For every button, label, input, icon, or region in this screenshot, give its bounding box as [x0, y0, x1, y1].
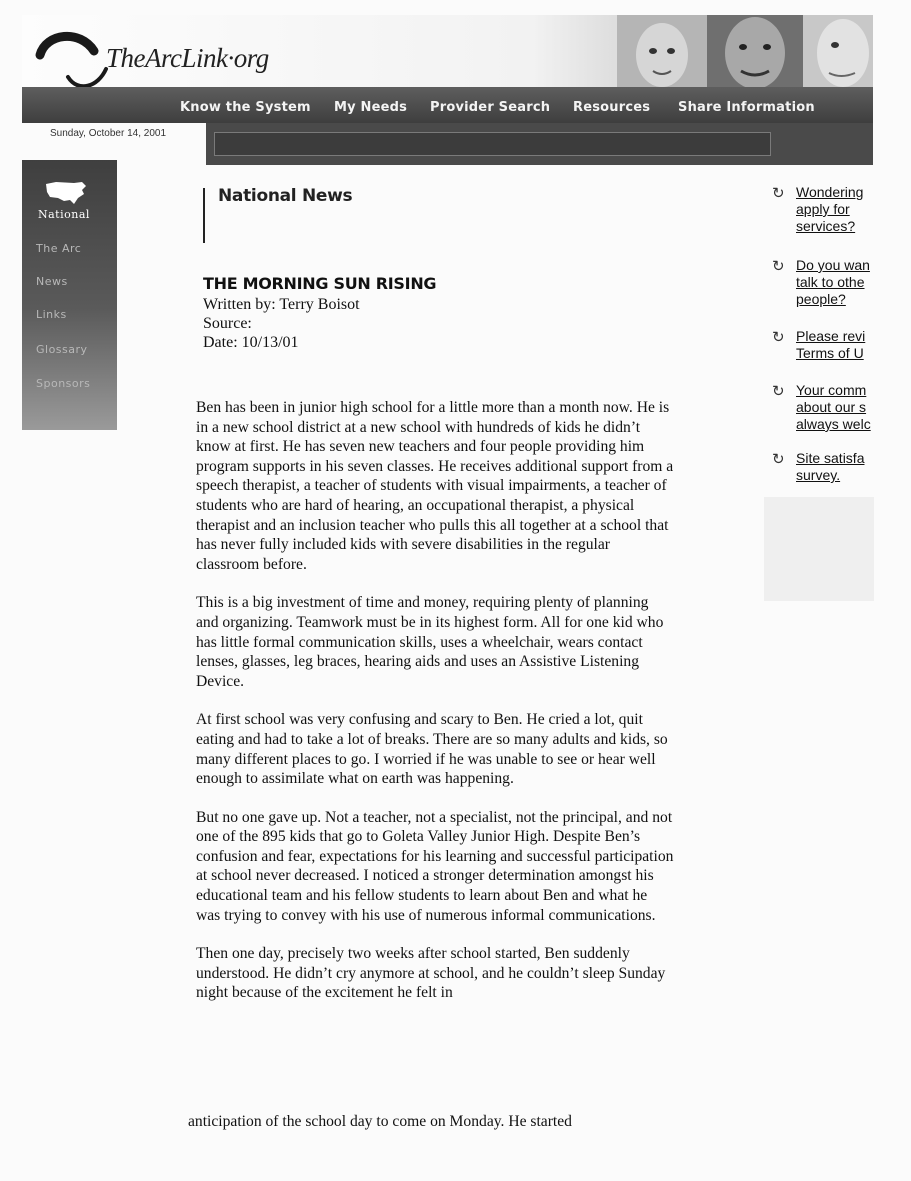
- sidebar-item-links[interactable]: Links: [36, 308, 67, 321]
- sidebar-item-national[interactable]: National: [38, 208, 90, 221]
- right-link-text[interactable]: Your comm about our s always welc: [796, 382, 871, 432]
- refresh-arrow-icon: ↻: [772, 257, 785, 275]
- sidebar-item-glossary[interactable]: Glossary: [36, 343, 88, 356]
- nav-resources[interactable]: Resources: [573, 100, 651, 115]
- nav-provider-search[interactable]: Provider Search: [430, 100, 551, 115]
- right-ad-placeholder: [764, 497, 874, 601]
- nav-know-the-system[interactable]: Know the System: [180, 100, 311, 115]
- section-divider: [203, 188, 205, 243]
- article-title: THE MORNING SUN RISING: [203, 274, 437, 293]
- article-cutoff-line: anticipation of the school day to come on Monday. He started: [188, 1113, 572, 1130]
- refresh-arrow-icon: ↻: [772, 382, 785, 400]
- header-subbar: [206, 123, 873, 165]
- right-link-text[interactable]: Site satisfa survey.: [796, 450, 865, 483]
- refresh-arrow-icon: ↻: [772, 450, 785, 468]
- subbar-panel: [214, 132, 771, 156]
- nav-my-needs[interactable]: My Needs: [334, 100, 408, 115]
- sidebar-nav: [22, 160, 117, 430]
- article-paragraph: This is a big investment of time and money, requiring plenty of planning and organizing. Teamwork must be in its highest form. All for one kid who has little formal communication skills, uses a wheelchair, wears contact lenses, glasses, leg braces, hearing aids and uses an Assistive Listening Device.: [196, 594, 664, 690]
- refresh-arrow-icon: ↻: [772, 184, 785, 202]
- usa-map-icon: [44, 180, 88, 206]
- refresh-arrow-icon: ↻: [772, 328, 785, 346]
- article-paragraph: Then one day, precisely two weeks after school started, Ben suddenly understood. He didn’t cry anymore at school, and he couldn’t sleep Sunday night because of the excitement he felt in: [196, 945, 666, 1002]
- article-paragraph: Ben has been in junior high school for a little more than a month now. He is in a new school district at a new school with hundreds of kids he didn’t know at first. He has seven new teachers and four people providing him program supports in his seven classes. He receives additional support from a speech therapist, a teacher of students with visual impairments, a teacher of students who are hard of hearing, an occupational therapist, a physical therapist and an inclusion teacher who pulls this all together at a school that has never fully included kids with severe disabilities in the regular classroom before.: [196, 399, 674, 573]
- site-logo-text[interactable]: TheArcLink·org: [106, 43, 269, 73]
- right-link-text[interactable]: Please revi Terms of U: [796, 328, 866, 361]
- article-body: [196, 398, 674, 1022]
- nav-share-information[interactable]: Share Information: [678, 100, 815, 115]
- section-title: National News: [218, 186, 353, 206]
- article-paragraph: At first school was very confusing and scary to Ben. He cried a lot, quit eating and had to take a lot of breaks. There are so many adults and kids, so many different places to go. I worried if he was unable to see or hear well enough to assimilate what on earth was happening.: [196, 711, 668, 788]
- article-date: Date: 10/13/01: [203, 334, 299, 351]
- article-author: Written by: Terry Boisot: [203, 296, 360, 313]
- right-link-text[interactable]: Wondering apply for services?: [796, 184, 864, 234]
- sidebar-item-sponsors[interactable]: Sponsors: [36, 377, 91, 390]
- right-link-text[interactable]: Do you wan talk to othe people?: [796, 257, 870, 307]
- sidebar-item-the-arc[interactable]: The Arc: [36, 242, 82, 255]
- main-nav: [22, 87, 873, 123]
- header-photo-collage: [617, 15, 873, 95]
- sidebar-item-news[interactable]: News: [36, 275, 68, 288]
- article-paragraph: But no one gave up. Not a teacher, not a specialist, not the principal, and not one of the 895 kids that go to Goleta Valley Junior High. Despite Ben’s confusion and fear, expectations for his learning and successful participation at school never decreased. I noticed a stronger determination amongst his educational team and his fellow students to learn about Ben and what he was trying to convey with his use of numerous informal communications.: [196, 808, 674, 924]
- article-source: Source:: [203, 315, 252, 332]
- site-header: [22, 15, 873, 165]
- current-date: Sunday, October 14, 2001: [50, 128, 167, 139]
